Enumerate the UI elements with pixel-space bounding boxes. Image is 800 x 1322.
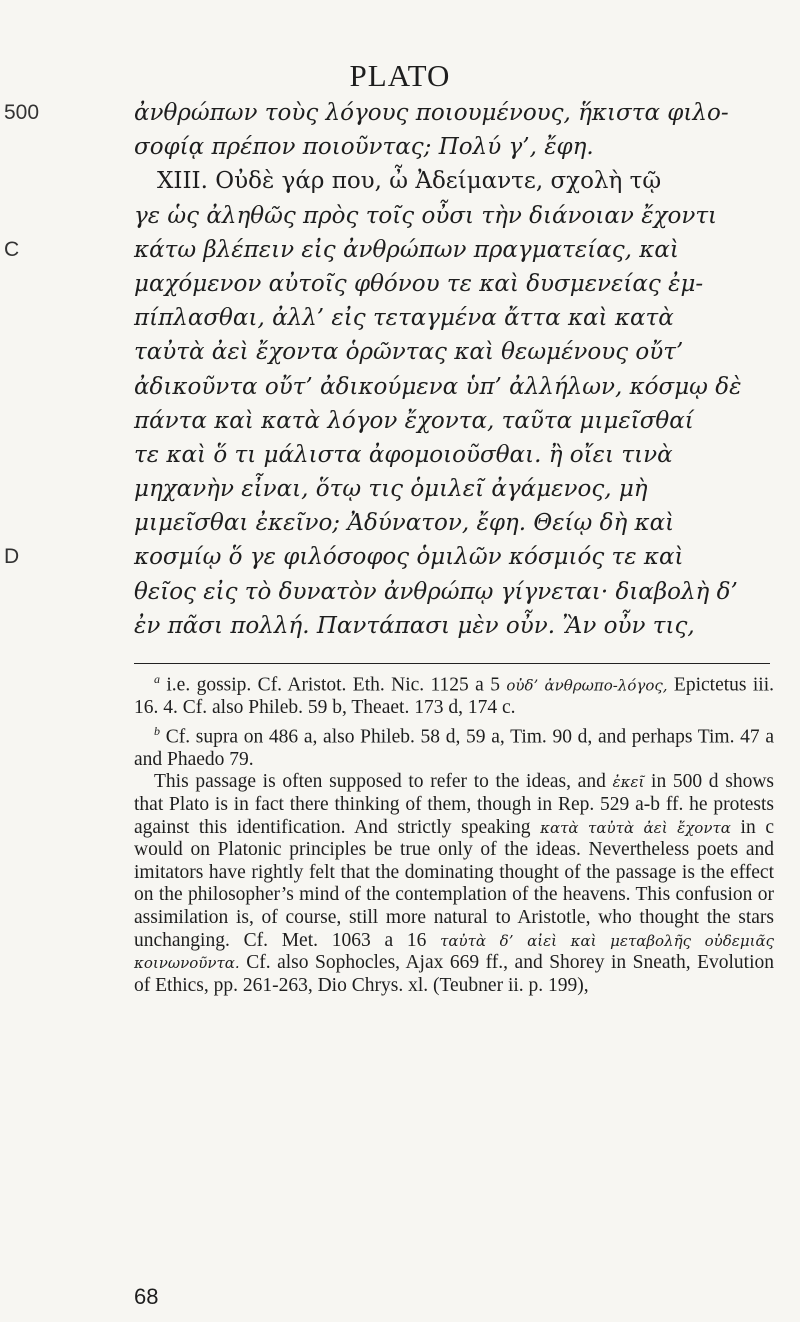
text-line: D κοσμίῳ ὅ γε φιλόσοφος ὁμιλῶν κόσμιός τε καὶ: [0, 540, 800, 574]
text-line: ταὐτὰ ἀεὶ ἔχοντα ὁρῶντας καὶ θεωμένους οὔτ’: [134, 339, 684, 366]
text-line: ἐν πᾶσι πολλή. Παντάπασι μὲν οὖν. Ἂν οὖν τις,: [134, 612, 695, 639]
text-line: C κάτω βλέπειν εἰς ἀνθρώπων πραγματείας, καὶ: [0, 233, 800, 267]
text-line: μαχόμενον αὐτοῖς φθόνου τε καὶ δυσμενείας ἐμ-: [134, 270, 704, 297]
text-line: τε καὶ ὅ τι μάλιστα ἀφομοιοῦσθαι. ἢ οἴει τινὰ: [134, 441, 673, 468]
footnote-a: $^a$ i.e. gossip. Cf. Aristot. Eth. Nic. 1125 a 5 οὐδ’ ἀνθρωπο-λόγος, Epictetus iii. 16. 4. Cf. also Phileb. 59 b, Theaet. 173 d, 174 c.: [134, 672, 774, 719]
text-line: μιμεῖσθαι ἐκεῖνο; Ἀδύνατον, ἔφη. Θείῳ δὴ καὶ: [134, 510, 675, 537]
footnote-b: $^b$ Cf. supra on 486 a, also Phileb. 58 d, 59 a, Tim. 90 d, and perhaps Tim. 47 a and Phaedo 79.: [134, 723, 775, 770]
text-line: σοφίᾳ πρέπον ποιοῦντας; Πολύ γ’, ἔφη.: [134, 134, 594, 161]
text-line: XIII. Οὐδὲ γάρ που, ὦ Ἀδείμαντε, σχολὴ τῷ: [157, 168, 662, 195]
text-line: 500 ἀνθρώπων τοὺς λόγους ποιουμένους, ἥκιστα φιλο-: [0, 96, 800, 130]
footnotes: [134, 668, 774, 997]
text-line: θεῖος εἰς τὸ δυνατὸν ἀνθρώπῳ γίγνεται· διαβολὴ δ’: [134, 578, 738, 605]
footnote-b-continued: This passage is often supposed to refer to the ideas, and ἐκεῖ in 500 d shows that Plato is in fact there thinking of them, though in Rep. 529 a-b ff. he protests against this identification. And strictly speaking κατὰ ταὐτὰ ἀεὶ ἔχοντα in c would on Platonic principles be true only of the ideas. Nevertheless poets and imitators have rightly felt that the dominating thought of the passage is the effect on the philosopher’s mind of the contemplation of the heavens. This confusion or assimilation is, of course, still more natural to Aristotle, who thought the stars unchanging. Cf. Met. 1063 a 16 ταὐτὰ δ’ αἰεὶ καὶ μεταβολῆς οὐδεμιᾶς κοινωνοῦντα. Cf. also Sophocles, Ajax 669 ff., and Shorey in Sneath, Evolution of Ethics, pp. 261-263, Dio Chrys. xl. (Teubner ii. p. 199),: [134, 771, 774, 996]
page-number: 68: [134, 1284, 159, 1309]
section-letter: D: [4, 545, 20, 569]
stephanus-number: 500: [4, 101, 40, 124]
text-line: ἀδικοῦντα οὔτ’ ἀδικούμενα ὑπ’ ἀλλήλων, κόσμῳ δὲ: [134, 373, 742, 400]
text-line: πίπλασθαι, ἀλλ’ εἰς τεταγμένα ἄττα καὶ κατὰ: [134, 305, 674, 332]
text-line: πάντα καὶ κατὰ λόγον ἔχοντα, ταῦτα μιμεῖσθαί: [134, 407, 694, 434]
section-letter: C: [4, 237, 20, 261]
running-header: PLATO: [349, 58, 451, 93]
main-text: [0, 96, 800, 643]
text-line: μηχανὴν εἶναι, ὅτῳ τις ὁμιλεῖ ἀγάμενος, μὴ: [134, 476, 648, 503]
text-line: γε ὡς ἀληθῶς πρὸς τοῖς οὖσι τὴν διάνοιαν ἔχοντι: [134, 202, 718, 229]
footnote-rule: [134, 663, 770, 664]
